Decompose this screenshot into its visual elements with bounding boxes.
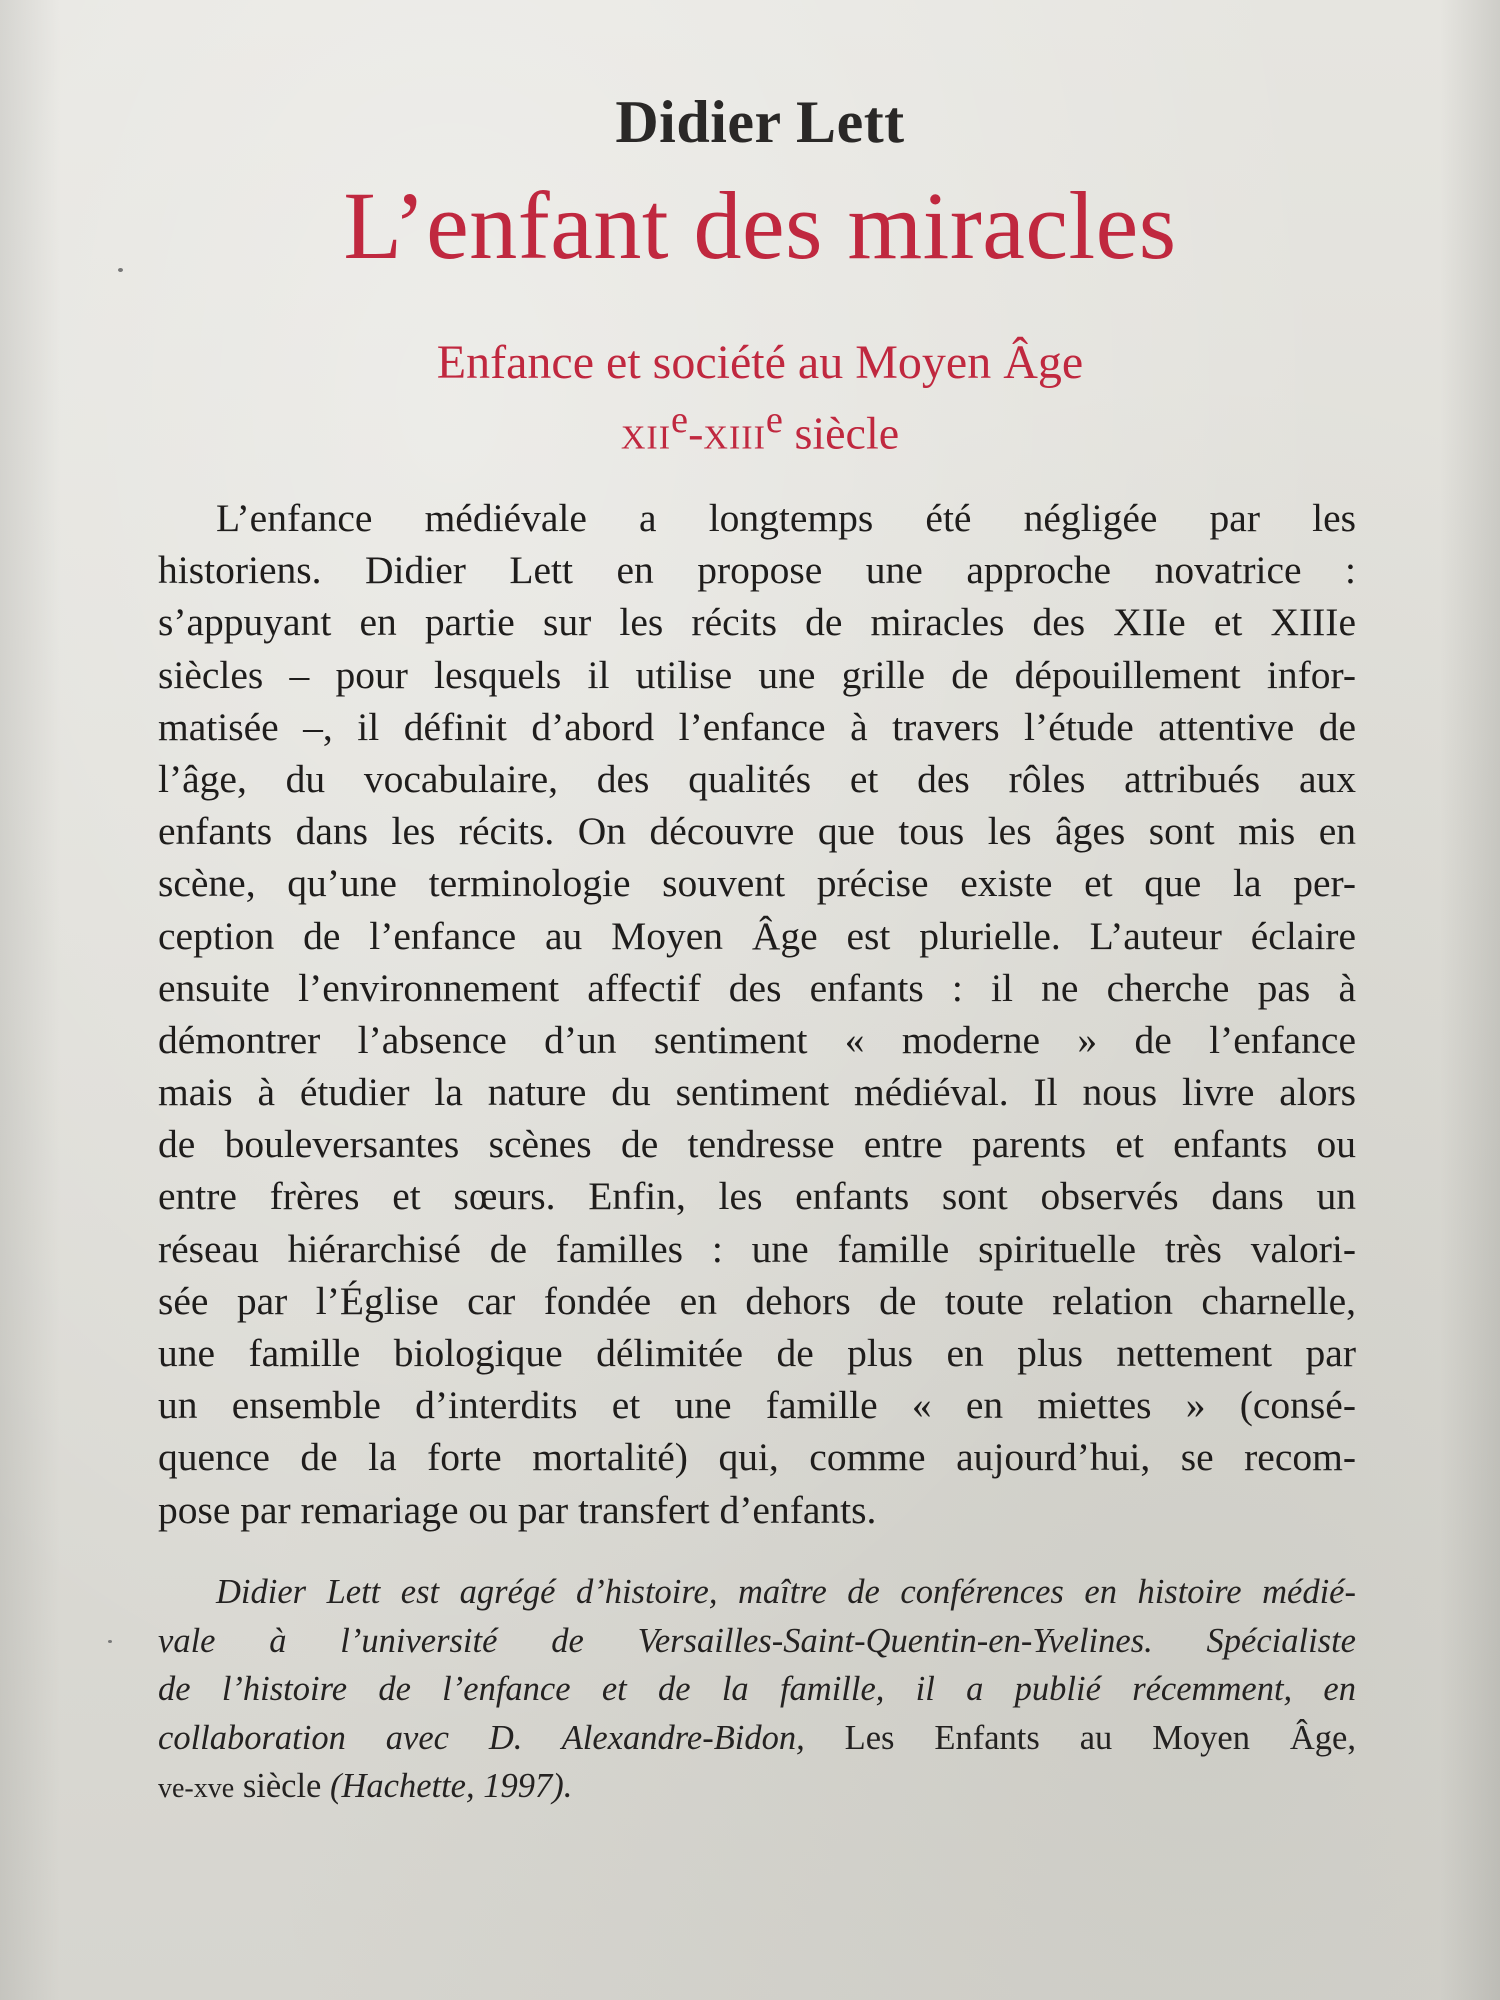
summary-line: pose par remariage ou par transfert d’enfants. <box>158 1487 877 1532</box>
bio-century-range: ve-xve <box>158 1773 235 1804</box>
summary-line: quence de la forte mortalité) qui, comme aujourd’hui, se recom- <box>158 1435 1356 1480</box>
author-name: Didier Lett <box>615 89 905 155</box>
bio-century-word: siècle <box>234 1767 330 1805</box>
book-title: L’enfant des miracles <box>343 172 1177 279</box>
summary-line: L’enfance médiévale a longtemps été négligée par les <box>216 496 1356 540</box>
summary-line: sée par l’Église car fondée en dehors de toute relation charnelle, <box>158 1278 1356 1323</box>
century-word: siècle <box>782 407 900 459</box>
summary-line: historiens. Didier Lett en propose une approche novatrice : <box>158 548 1356 593</box>
summary-line: s’appuyant en partie sur les récits de miracles des XIIe et XIIIe <box>158 600 1356 645</box>
bio-line: Didier Lett est agrégé d’histoire, maître de conférences en histoire médié- <box>216 1573 1356 1611</box>
century-end: XIII <box>703 419 766 457</box>
summary-line: un ensemble d’interdits et une famille « en miettes » (consé- <box>158 1383 1356 1428</box>
century-start: XII <box>620 419 672 457</box>
summary-line: l’âge, du vocabulaire, des qualités et des rôles attribués aux <box>158 756 1356 801</box>
bio-publisher: (Hachette, 1997). <box>329 1767 573 1805</box>
summary-line: réseau hiérarchisé de familles : une famille spirituelle très valori- <box>158 1226 1356 1271</box>
summary-line: scène, qu’une terminologie souvent précise existe et que la per- <box>158 861 1356 906</box>
paper-speck <box>108 1640 112 1643</box>
page-edge-shadow-left <box>0 0 60 2000</box>
century-range <box>0 398 1500 459</box>
bio-line <box>158 1762 1356 1811</box>
paper-speck <box>118 268 123 272</box>
bio-line: vale à l’université de Versailles-Saint-Quentin-en-Yvelines. Spécialiste <box>158 1621 1356 1660</box>
summary-line: enfants dans les récits. On découvre que tous les âges sont mis en <box>158 809 1356 854</box>
summary-paragraph <box>158 492 1356 1536</box>
summary-line: ensuite l’environnement affectif des enfants : il ne cherche pas à <box>158 965 1356 1010</box>
summary-line: démontrer l’absence d’un sentiment « moderne » de l’enfance <box>158 1017 1356 1062</box>
bio-cited-book-title: Les Enfants au Moyen Âge, <box>844 1718 1356 1757</box>
author-bio <box>158 1568 1356 1811</box>
summary-line: une famille biologique délimitée de plus en plus nettement par <box>158 1331 1356 1375</box>
page-edge-shadow-right <box>1440 0 1500 2000</box>
summary-line: siècles – pour lesquels il utilise une grille de dépouillement infor- <box>158 652 1356 697</box>
bio-line <box>158 1714 1356 1763</box>
century-end-suffix: e <box>765 399 783 441</box>
summary-line: entre frères et sœurs. Enfin, les enfants sont observés dans un <box>158 1174 1356 1219</box>
summary-line: mais à étudier la nature du sentiment médiéval. Il nous livre alors <box>158 1070 1356 1115</box>
century-start-suffix: e <box>671 399 689 441</box>
summary-line: ception de l’enfance au Moyen Âge est plurielle. L’auteur éclaire <box>158 913 1356 958</box>
bio-line: de l’histoire de l’enfance et de la famille, il a publié récemment, en <box>158 1670 1356 1708</box>
book-subtitle: Enfance et société au Moyen Âge <box>436 336 1084 389</box>
bio-collaboration-text: collaboration avec D. Alexandre-Bidon, <box>158 1718 845 1757</box>
summary-line: matisée –, il définit d’abord l’enfance à travers l’étude attentive de <box>158 704 1356 749</box>
summary-line: de bouleversantes scènes de tendresse entre parents et enfants ou <box>158 1122 1356 1167</box>
century-separator: - <box>688 407 704 459</box>
